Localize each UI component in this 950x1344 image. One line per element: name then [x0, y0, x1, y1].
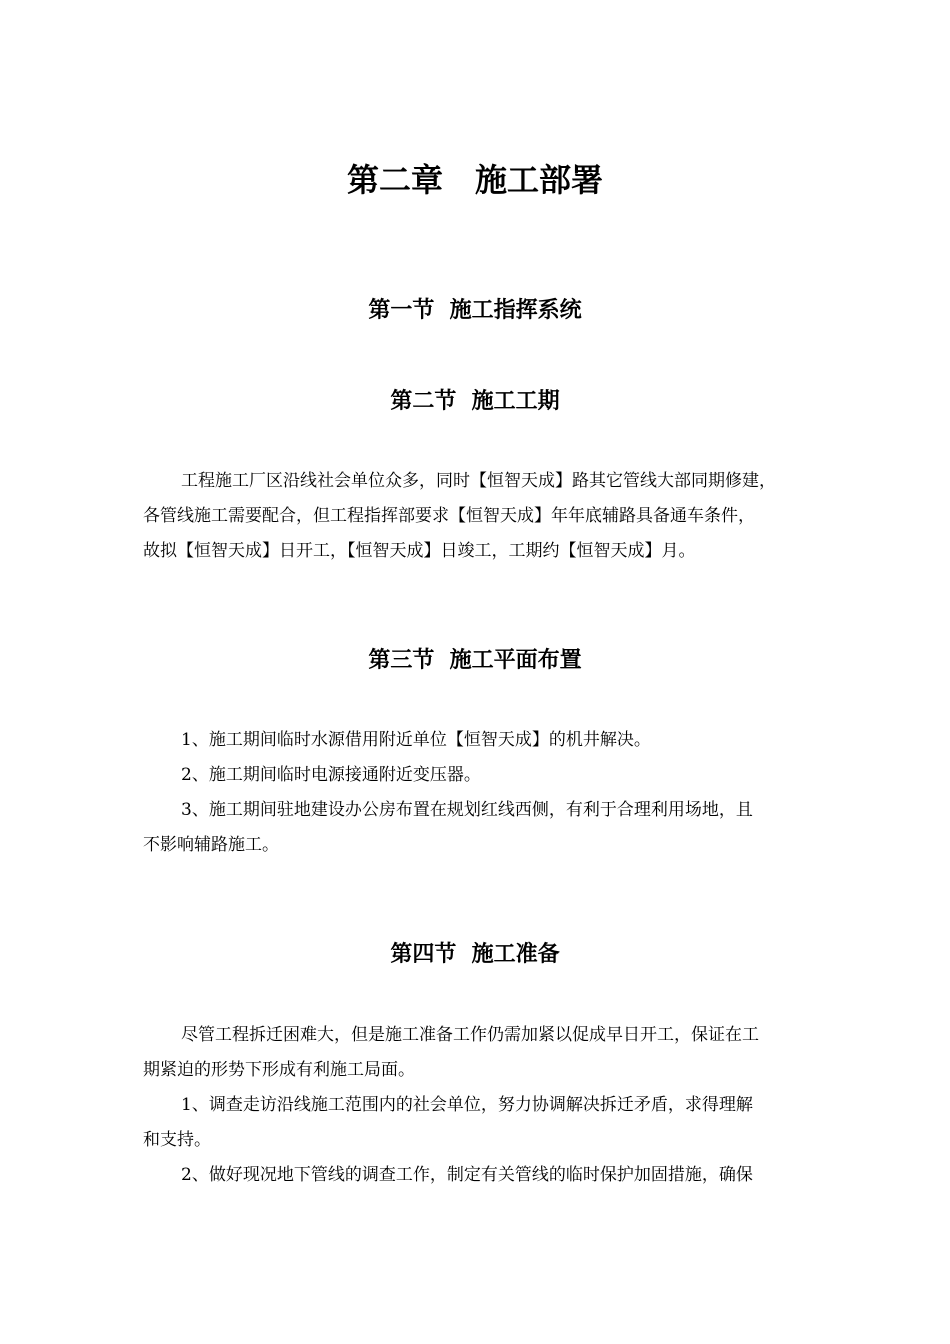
- section-3-body: [143, 723, 838, 863]
- list-item: 2、做好现况地下管线的调查工作，制定有关管线的临时保护加固措施，确保: [181, 1165, 753, 1185]
- list-item: 3、施工期间驻地建设办公房布置在规划红线西侧，有利于合理利用场地，且: [181, 800, 753, 820]
- paragraph-line: 尽管工程拆迁困难大，但是施工准备工作仍需加紧以促成早日开工，保证在工: [181, 1025, 759, 1045]
- section-2-title: 第二节 施工工期: [390, 389, 560, 414]
- paragraph-line: 故拟【恒智天成】日开工，【恒智天成】日竣工，工期约【恒智天成】月。: [143, 541, 696, 561]
- section-1-title: 第一节 施工指挥系统: [368, 298, 582, 323]
- list-item: 1、调查走访沿线施工范围内的社会单位，努力协调解决拆迁矛盾，求得理解: [181, 1095, 753, 1115]
- paragraph-line: 期紧迫的形势下形成有利施工局面。: [143, 1060, 415, 1080]
- list-item-continuation: 和支持。: [143, 1130, 211, 1150]
- paragraph-line: 各管线施工需要配合，但工程指挥部要求【恒智天成】年年底辅路具备通车条件，: [143, 506, 755, 526]
- section-4-title: 第四节 施工准备: [390, 942, 560, 967]
- section-2-body: [143, 464, 838, 569]
- list-item-continuation: 不影响辅路施工。: [143, 835, 279, 855]
- section-4-body: [143, 1018, 838, 1193]
- list-item: 2、施工期间临时电源接通附近变压器。: [181, 765, 481, 785]
- paragraph-line: 工程施工厂区沿线社会单位众多，同时【恒智天成】路其它管线大部同期修建，: [181, 471, 776, 491]
- section-3-title: 第三节 施工平面布置: [368, 648, 582, 673]
- chapter-title: 第二章 施工部署: [346, 161, 603, 199]
- list-item: 1、施工期间临时水源借用附近单位【恒智天成】的机井解决。: [181, 730, 651, 750]
